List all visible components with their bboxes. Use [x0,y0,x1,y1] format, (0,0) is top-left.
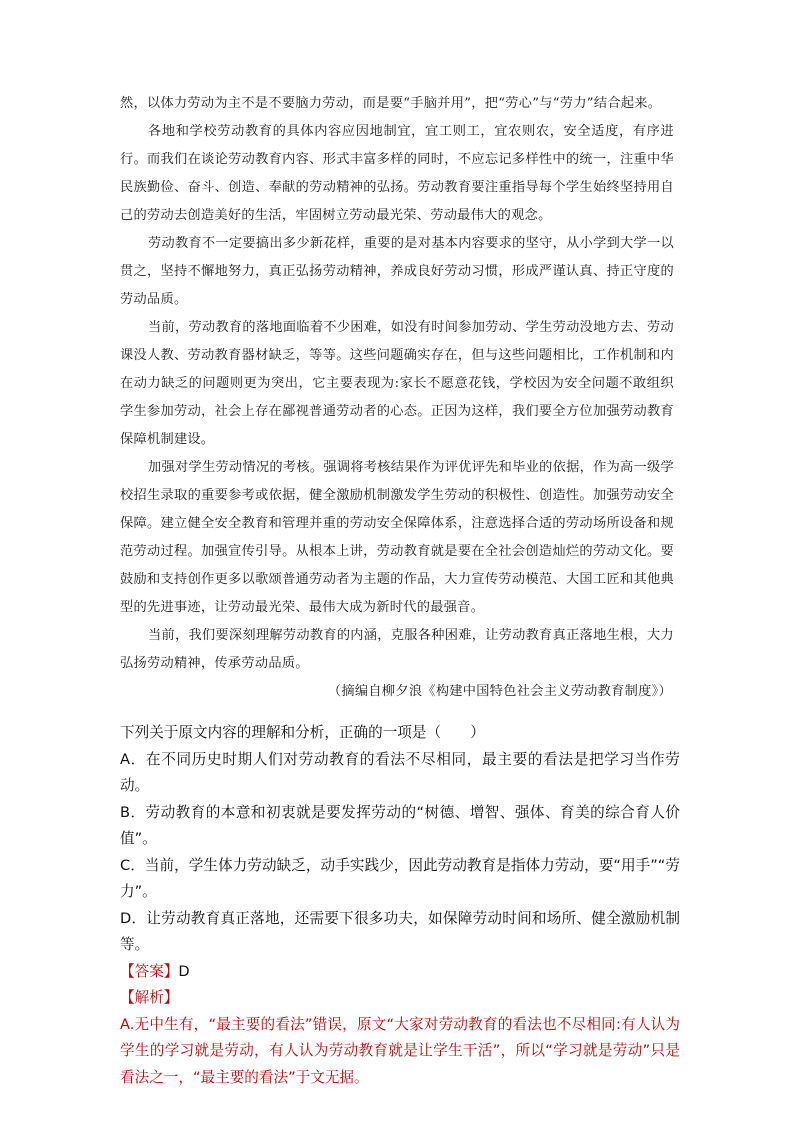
option-a: A．在不同历史时期人们对劳动教育的看法不尽相同，最主要的看法是把学习当作劳动。 [120,750,680,794]
passage-paragraph: 加强对学生劳动情况的考核。强调将考核结果作为评优评先和毕业的依据，作为高一级学校招生录取的重要参考或依据，健全激励机制激发学生劳动的积极性、创造性。加强劳动安全保障。建立健全安全教育和管理并重的劳动安全保障体系，注意选择合适的劳动场所设备和规范劳动过程。加强宣传引导。从根本上讲，劳动教育就是要在全社会创造灿烂的劳动文化。要鼓励和支持创作更多以歌颂普通劳动者为主题的作品，大力宣传劳动模范、大国工匠和其他典型的先进事迹，让劳动最光荣、最伟大成为新时代的最强音。 [120,460,675,615]
question-stem: 下列关于原文内容的理解和分析，正确的一项是（ ） [120,724,485,741]
option-c: C．当前，学生体力劳动缺乏，动手实践少，因此劳动教育是指体力劳动，要“用手”“劳力”。 [120,856,680,900]
question-block [120,720,680,1091]
passage-continuation: 然，以体力劳动为主不是不要脑力劳动，而是要“手脑并用”，把“劳心”与“劳力”结合起来。 [120,96,662,111]
analysis-text: A.无中生有，“最主要的看法”错误，原文“大家对劳动教育的看法也不尽相同:有人认为学生的学习就是劳动，有人认为劳动教育就是让学生干活”，所以“学习就是劳动”只是看法之一，“最主要的看法”于文无据。 [120,1015,680,1086]
passage-paragraph: 当前，我们要深刻理解劳动教育的内涵，克服各种困难，让劳动教育真正落地生根，大力弘扬劳动精神，传承劳动品质。 [120,628,675,671]
passage-paragraph: 各地和学校劳动教育的具体内容应因地制宜，宜工则工，宜农则农，安全适度，有序进行。而我们在谈论劳动教育内容、形式丰富多样的同时，不应忘记多样性中的统一，注重中华民族勤俭、奋斗、创造、奉献的劳动精神的弘扬。劳动教育要注重指导每个学生始终坚持用自己的劳动去创造美好的生活，牢固树立劳动最光荣、劳动最伟大的观念。 [120,124,674,223]
passage-paragraph: 劳动教育不一定要搞出多少新花样，重要的是对基本内容要求的坚守，从小学到大学一以贯之，坚持不懈地努力，真正弘扬劳动精神，养成良好劳动习惯，形成严谨认真、持正守度的劳动品质。 [120,236,675,307]
analysis-tag: 【解析】 [120,989,179,1006]
passage-paragraph: 当前，劳动教育的落地面临着不少困难，如没有时间参加劳动、学生劳动没地方去、劳动课没人教、劳动教育器材缺乏，等等。这些问题确实存在，但与这些问题相比，工作机制和内在动力缺乏的问题则更为突出，它主要表现为:家长不愿意花钱，学校因为安全问题不敢组织学生参加劳动，社会上存在鄙视普通劳动者的心态。正因为这样，我们要全方位加强劳动教育保障机制建设。 [120,320,675,447]
answer-line [120,959,680,986]
answer-tag: 【答案】 [120,962,179,980]
passage-source: （摘编自柳夕浪《构建中国特色社会主义劳动教育制度》） [327,684,672,699]
option-d: D．让劳动教育真正落地，还需要下很多功夫，如保障劳动时间和场所、健全激励机制等。 [120,909,680,953]
analysis-heading [120,985,680,1012]
answer-value: D [178,962,190,980]
option-b: B．劳动教育的本意和初衷就是要发挥劳动的“树德、增智、强体、育美的综合育人价值”。 [120,803,680,847]
reading-passage [120,90,674,706]
